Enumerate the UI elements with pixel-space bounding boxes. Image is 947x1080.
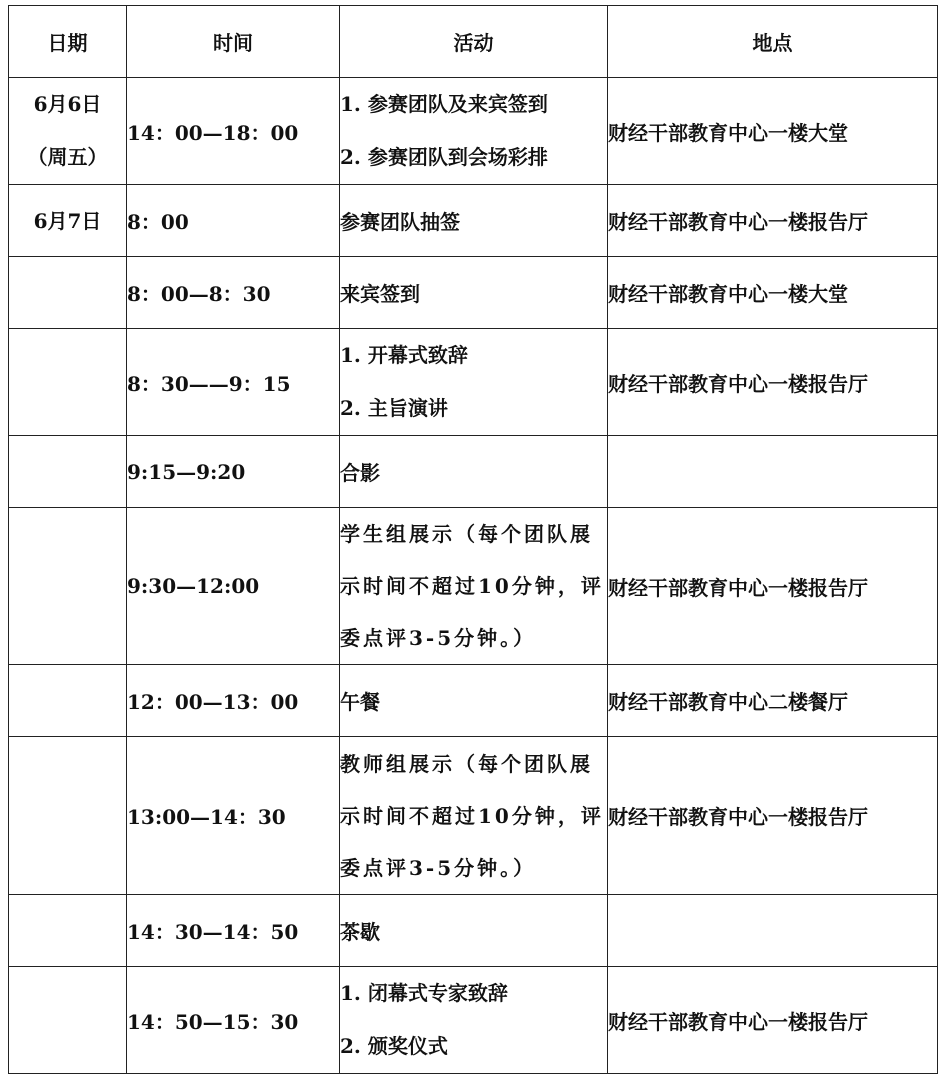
location-cell <box>608 895 938 967</box>
activity-cell <box>340 329 608 436</box>
location-cell: 财经干部教育中心一楼大堂 <box>608 257 938 329</box>
header-location: 地点 <box>608 6 938 78</box>
table-row <box>9 257 938 329</box>
date-cell <box>9 329 127 436</box>
table-row <box>9 665 938 737</box>
table-row <box>9 329 938 436</box>
date-cell <box>9 737 127 895</box>
activity-cell: 参赛团队抽签 <box>340 185 608 257</box>
table-row <box>9 967 938 1074</box>
date-cell <box>9 665 127 737</box>
date-cell <box>9 967 127 1074</box>
location-cell: 财经干部教育中心一楼报告厅 <box>608 508 938 665</box>
activity-cell: 茶歇 <box>340 895 608 967</box>
date-line: （周五） <box>27 145 108 169</box>
activity-line: 1. 开幕式致辞 <box>340 343 468 367</box>
time-cell: 9:30—12:00 <box>127 508 340 665</box>
date-line: 6月6日 <box>33 92 102 116</box>
activity-cell <box>340 967 608 1074</box>
location-cell: 财经干部教育中心一楼大堂 <box>608 78 938 185</box>
table-row <box>9 508 938 665</box>
table-row <box>9 895 938 967</box>
date-cell: 6月7日 <box>9 185 127 257</box>
location-cell: 财经干部教育中心一楼报告厅 <box>608 185 938 257</box>
activity-cell: 教师组展示（每个团队展示时间不超过10分钟，评委点评3-5分钟。） <box>340 737 608 895</box>
time-cell: 14：30—14：50 <box>127 895 340 967</box>
activity-cell: 来宾签到 <box>340 257 608 329</box>
table-row <box>9 78 938 185</box>
header-date: 日期 <box>9 6 127 78</box>
location-cell <box>608 436 938 508</box>
header-row <box>9 6 938 78</box>
activity-line: 2. 颁奖仪式 <box>340 1034 448 1058</box>
schedule-sheet <box>8 5 938 1074</box>
activity-cell: 合影 <box>340 436 608 508</box>
activity-cell: 午餐 <box>340 665 608 737</box>
time-cell: 8：30——9：15 <box>127 329 340 436</box>
location-cell: 财经干部教育中心一楼报告厅 <box>608 329 938 436</box>
activity-line: 1. 闭幕式专家致辞 <box>340 981 508 1005</box>
time-cell: 14：50—15：30 <box>127 967 340 1074</box>
location-cell: 财经干部教育中心一楼报告厅 <box>608 737 938 895</box>
table-row <box>9 737 938 895</box>
location-cell: 财经干部教育中心一楼报告厅 <box>608 967 938 1074</box>
time-cell: 9:15—9:20 <box>127 436 340 508</box>
time-cell: 14：00—18：00 <box>127 78 340 185</box>
schedule-table <box>8 5 938 1074</box>
date-cell <box>9 895 127 967</box>
table-row <box>9 185 938 257</box>
header-activity: 活动 <box>340 6 608 78</box>
date-cell <box>9 78 127 185</box>
activity-line: 1. 参赛团队及来宾签到 <box>340 92 548 116</box>
header-time: 时间 <box>127 6 340 78</box>
date-cell <box>9 436 127 508</box>
date-cell <box>9 257 127 329</box>
table-row <box>9 436 938 508</box>
activity-line: 2. 主旨演讲 <box>340 396 448 420</box>
time-cell: 8：00—8：30 <box>127 257 340 329</box>
time-cell: 13:00—14：30 <box>127 737 340 895</box>
date-cell <box>9 508 127 665</box>
activity-cell: 学生组展示（每个团队展示时间不超过10分钟，评委点评3-5分钟。） <box>340 508 608 665</box>
activity-cell <box>340 78 608 185</box>
location-cell: 财经干部教育中心二楼餐厅 <box>608 665 938 737</box>
time-cell: 8：00 <box>127 185 340 257</box>
activity-line: 2. 参赛团队到会场彩排 <box>340 145 548 169</box>
time-cell: 12：00—13：00 <box>127 665 340 737</box>
